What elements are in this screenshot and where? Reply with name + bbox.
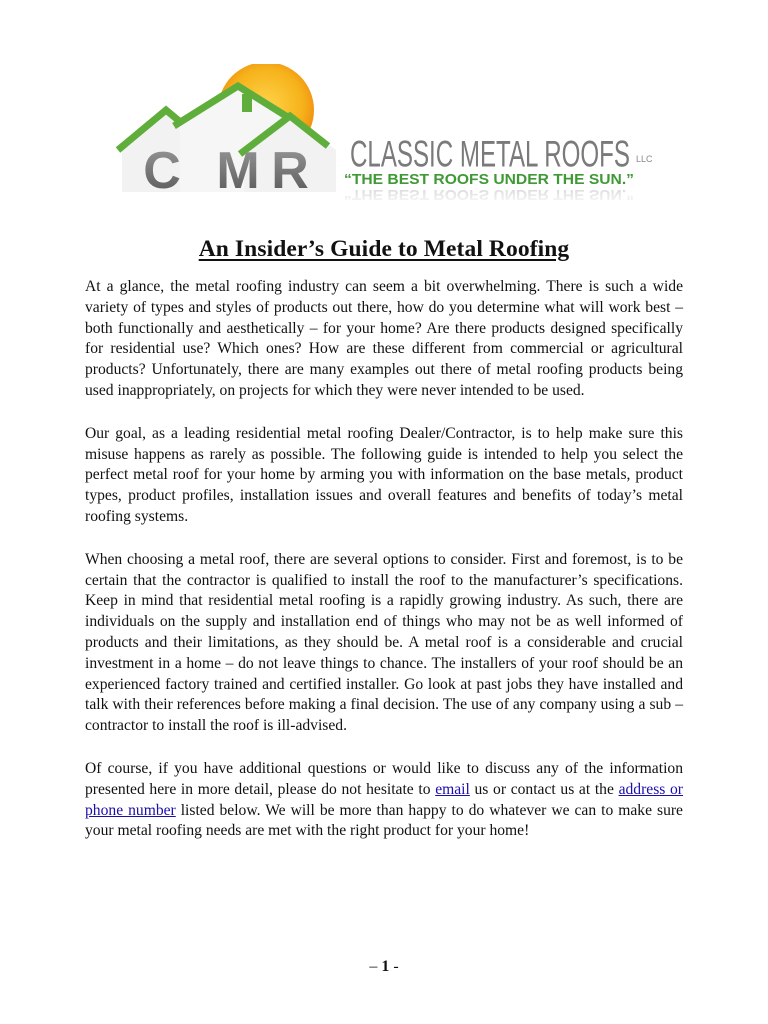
company-suffix: LLC bbox=[636, 154, 653, 164]
email-link[interactable]: email bbox=[435, 780, 470, 798]
company-logo bbox=[114, 64, 654, 206]
page-number bbox=[0, 958, 768, 976]
contact-text-3: listed below. We will be more than happy to do whatever we can to make sure your metal roofing needs are met with the right product for your home! bbox=[85, 801, 683, 840]
company-name: CLASSIC METAL ROOFS bbox=[350, 133, 630, 176]
page-number-prefix: – bbox=[369, 958, 382, 975]
address-phone-link[interactable]: address or phone number bbox=[85, 780, 684, 819]
tagline: “THE BEST ROOFS UNDER THE SUN.” bbox=[344, 171, 634, 188]
paragraph-intro: At a glance, the metal roofing industry can seem a bit overwhelming. There is such a wide variety of types and styles of products out there, how do you determine what will work best – both functionally and aesthetically – for your home? Are there products designed specifically for residential use? Which ones? How are these different from commercial or agricultural products? Unfortunately, there are many examples out there of metal roofing products being used inappropriately, on projects for which they were never intended to be used. bbox=[85, 278, 683, 399]
document-title: An Insider’s Guide to Metal Roofing bbox=[198, 236, 570, 262]
monogram-letter-m: M bbox=[216, 142, 260, 200]
document-body bbox=[85, 277, 683, 864]
paragraph-contact bbox=[85, 759, 683, 842]
page-number-value: 1 bbox=[381, 958, 390, 975]
paragraph-choosing: When choosing a metal roof, there are several options to consider. First and foremost, is to be certain that the contractor is qualified to install the roof to the manufacturer’s specifications. Keep in mind that residential metal roofing is a rapidly growing industry. As such, there are individuals on the supply and installation end of things who may not be as well informed of products and their limitations, as they should be. A metal roof is a considerable and crucial investment in a home – do not leave things to chance. The installers of your roof should be an experienced factory trained and certified installer. Go look at past jobs they have installed and talk with their references before making a final decision. The use of any company using a sub –contractor to install the roof is ill-advised. bbox=[85, 550, 683, 735]
paragraph-goal: Our goal, as a leading residential metal roofing Dealer/Contractor, is to help make sure this misuse happens as rarely as possible. The following guide is intended to help you select the perfect metal roof for your home by arming you with information on the base metals, product types, product profiles, installation issues and overall features and benefits of today’s metal roofing systems. bbox=[85, 424, 683, 525]
contact-text-2: us or contact us at the bbox=[469, 780, 619, 798]
page-number-suffix: - bbox=[389, 958, 399, 975]
contact-text-1: Of course, if you have additional questions or would like to discuss any of the information presented here in more detail, please do not hesitate to bbox=[85, 759, 683, 798]
monogram-letter-c: C bbox=[143, 142, 181, 200]
cmr-logo-graphic bbox=[114, 64, 654, 206]
monogram-letter-r: R bbox=[271, 142, 309, 200]
